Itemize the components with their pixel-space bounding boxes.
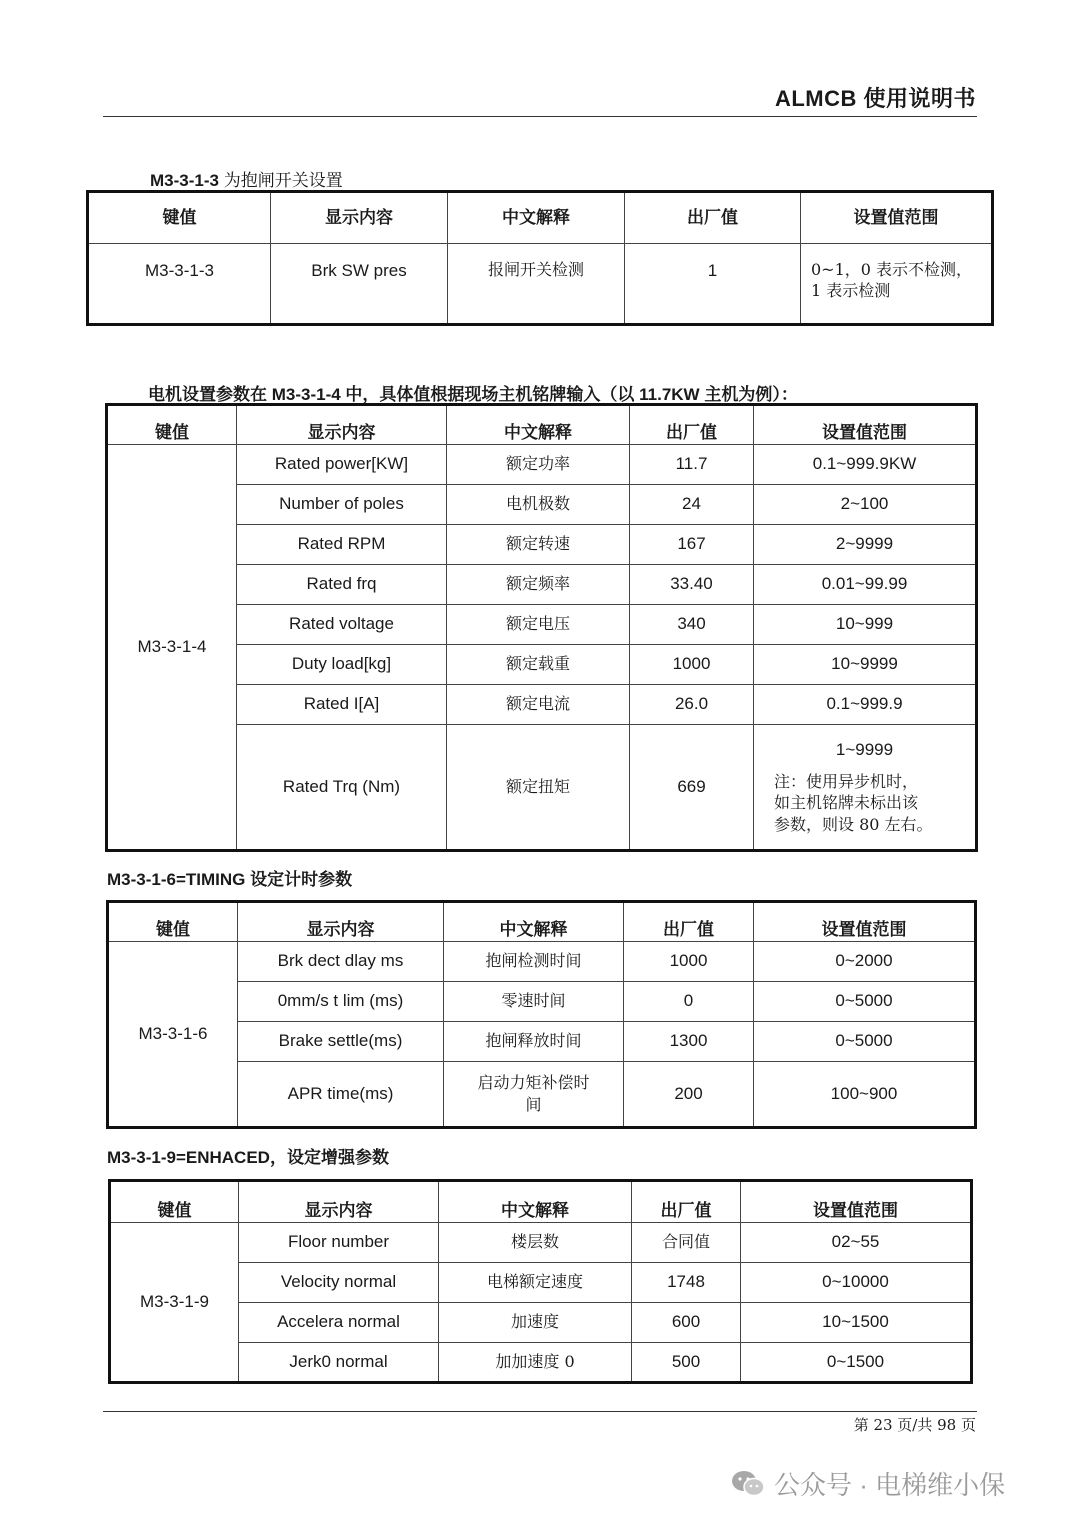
range-cell: 10~999 [754,605,977,645]
default-cell: 1300 [624,1022,754,1062]
range-note-line: 如主机铭牌未标出该 [774,793,919,813]
range-cell: 0.1~999.9KW [754,445,977,485]
display-cell: Brake settle(ms) [238,1022,444,1062]
header-display: 显示内容 [239,1181,439,1223]
cn-cell: 加加速度 0 [439,1343,632,1383]
table-row [107,525,977,565]
header-cn: 中文解释 [447,405,630,445]
table-row [107,485,977,525]
display-cell: Floor number [239,1223,439,1263]
cn-cell: 抱闸检测时间 [444,942,624,982]
default-cell: 500 [632,1343,741,1383]
display-cell: Rated Trq (Nm) [237,725,447,851]
range-cell: 0~5000 [754,982,976,1022]
display-cell: Accelera normal [239,1303,439,1343]
default-cell: 340 [630,605,754,645]
footer-rule [103,1411,977,1412]
cn-cell [444,1062,624,1128]
display-cell: Rated voltage [237,605,447,645]
header-display: 显示内容 [237,405,447,445]
header-range: 设置值范围 [741,1181,972,1223]
table-row [110,1303,972,1343]
key-cell: M3-3-1-4 [107,445,237,851]
range-cell: 10~9999 [754,645,977,685]
range-cell: 0~1500 [741,1343,972,1383]
display-cell: 0mm/s t lim (ms) [238,982,444,1022]
display-cell: Rated RPM [237,525,447,565]
section4-caption: M3-3-1-9=ENHACED，设定增强参数 [107,1148,389,1167]
range-cell: 02~55 [741,1223,972,1263]
table-row [110,1223,972,1263]
cn-cell: 额定功率 [447,445,630,485]
table-row [88,244,993,325]
display-cell: Number of poles [237,485,447,525]
display-cell: Rated frq [237,565,447,605]
header-display: 显示内容 [238,902,444,942]
table-row [107,445,977,485]
cn-cell: 报闸开关检测 [448,244,625,325]
default-cell: 0 [624,982,754,1022]
range-cell: 0.1~999.9 [754,685,977,725]
table-row [108,982,976,1022]
display-cell: Rated power[KW] [237,445,447,485]
display-cell: Brk SW pres [271,244,448,325]
range-cell [754,725,977,851]
cn-cell: 电机极数 [447,485,630,525]
document-title: ALMCB 使用说明书 [774,86,976,111]
cn-line: 间 [525,1095,542,1114]
default-cell: 1748 [632,1263,741,1303]
display-cell: APR time(ms) [238,1062,444,1128]
header-key: 键值 [107,405,237,445]
section2-table [105,403,978,852]
table-header-row [107,405,977,445]
range-note-line: 注：使用异步机时， [774,771,919,791]
key-cell: M3-3-1-9 [110,1223,239,1383]
watermark [730,1465,1005,1502]
default-cell: 600 [632,1303,741,1343]
display-cell: Jerk0 normal [239,1343,439,1383]
cn-cell: 零速时间 [444,982,624,1022]
section3-caption: M3-3-1-6=TIMING 设定计时参数 [107,870,353,889]
watermark-text: 公众号 · 电梯维小保 [774,1470,1006,1500]
cn-cell: 额定电流 [447,685,630,725]
cn-cell: 额定扭矩 [447,725,630,851]
cn-cell: 额定转速 [447,525,630,565]
header-display: 显示内容 [271,192,448,244]
range-cell: 0~5000 [754,1022,976,1062]
table-row [107,645,977,685]
range-cell: 0.01~99.99 [754,565,977,605]
cn-cell: 加速度 [439,1303,632,1343]
display-cell: Duty load[kg] [237,645,447,685]
cn-cell: 额定电压 [447,605,630,645]
range-cell: 2~9999 [754,525,977,565]
range-line: 0~1，0 表示不检测， [811,260,973,279]
header-key: 键值 [110,1181,239,1223]
range-cell: 100~900 [754,1062,976,1128]
header-cn: 中文解释 [444,902,624,942]
display-cell: Rated I[A] [237,685,447,725]
cn-cell: 电梯额定速度 [439,1263,632,1303]
header-cn: 中文解释 [448,192,625,244]
section4-table [108,1179,973,1384]
header-cn: 中文解释 [439,1181,632,1223]
range-cell: 0~2000 [754,942,976,982]
key-cell: M3-3-1-6 [108,942,238,1128]
table-row [107,685,977,725]
header-range: 设置值范围 [801,192,993,244]
page-number: 第 23 页/共 98 页 [853,1416,976,1434]
header-range: 设置值范围 [754,902,976,942]
table-row [108,942,976,982]
table-row [108,1062,976,1128]
range-value: 1~9999 [835,739,894,759]
default-cell: 200 [624,1062,754,1128]
table-row [110,1263,972,1303]
header-default: 出厂值 [630,405,754,445]
cn-cell: 楼层数 [439,1223,632,1263]
cn-cell: 额定载重 [447,645,630,685]
table-header-row [88,192,993,244]
section1-caption: M3-3-1-3 为抱闸开关设置 [150,171,343,190]
default-cell: 669 [630,725,754,851]
table-header-row [110,1181,972,1223]
table-row [108,1022,976,1062]
cn-cell: 抱闸释放时间 [444,1022,624,1062]
display-cell: Velocity normal [239,1263,439,1303]
table-row [110,1343,972,1383]
range-cell: 2~100 [754,485,977,525]
range-cell [801,244,993,325]
default-cell: 1 [625,244,801,325]
cn-cell: 额定频率 [447,565,630,605]
default-cell: 24 [630,485,754,525]
header-default: 出厂值 [624,902,754,942]
range-note-line: 参数，则设 80 左右。 [774,814,933,834]
table-header-row [108,902,976,942]
header-default: 出厂值 [625,192,801,244]
header-key: 键值 [88,192,271,244]
section1-table [86,190,994,326]
display-cell: Brk dect dlay ms [238,942,444,982]
section2-caption: 电机设置参数在 M3-3-1-4 中，具体值根据现场主机铭牌输入（以 11.7KW 主机为例）： [148,385,798,404]
table-row [107,725,977,851]
default-cell: 11.7 [630,445,754,485]
default-cell: 26.0 [630,685,754,725]
header-key: 键值 [108,902,238,942]
range-cell: 10~1500 [741,1303,972,1343]
default-cell: 167 [630,525,754,565]
table-row [107,565,977,605]
default-cell: 合同值 [632,1223,741,1263]
default-cell: 1000 [630,645,754,685]
table-row [107,605,977,645]
header-range: 设置值范围 [754,405,977,445]
key-cell: M3-3-1-3 [88,244,271,325]
header-rule [103,116,977,117]
default-cell: 33.40 [630,565,754,605]
default-cell: 1000 [624,942,754,982]
range-cell: 0~10000 [741,1263,972,1303]
section3-table [106,900,977,1129]
cn-line: 启动力矩补偿时 [477,1073,590,1093]
header-default: 出厂值 [632,1181,741,1223]
wechat-icon [730,1469,766,1499]
range-line: 1 表示检测 [811,280,891,300]
